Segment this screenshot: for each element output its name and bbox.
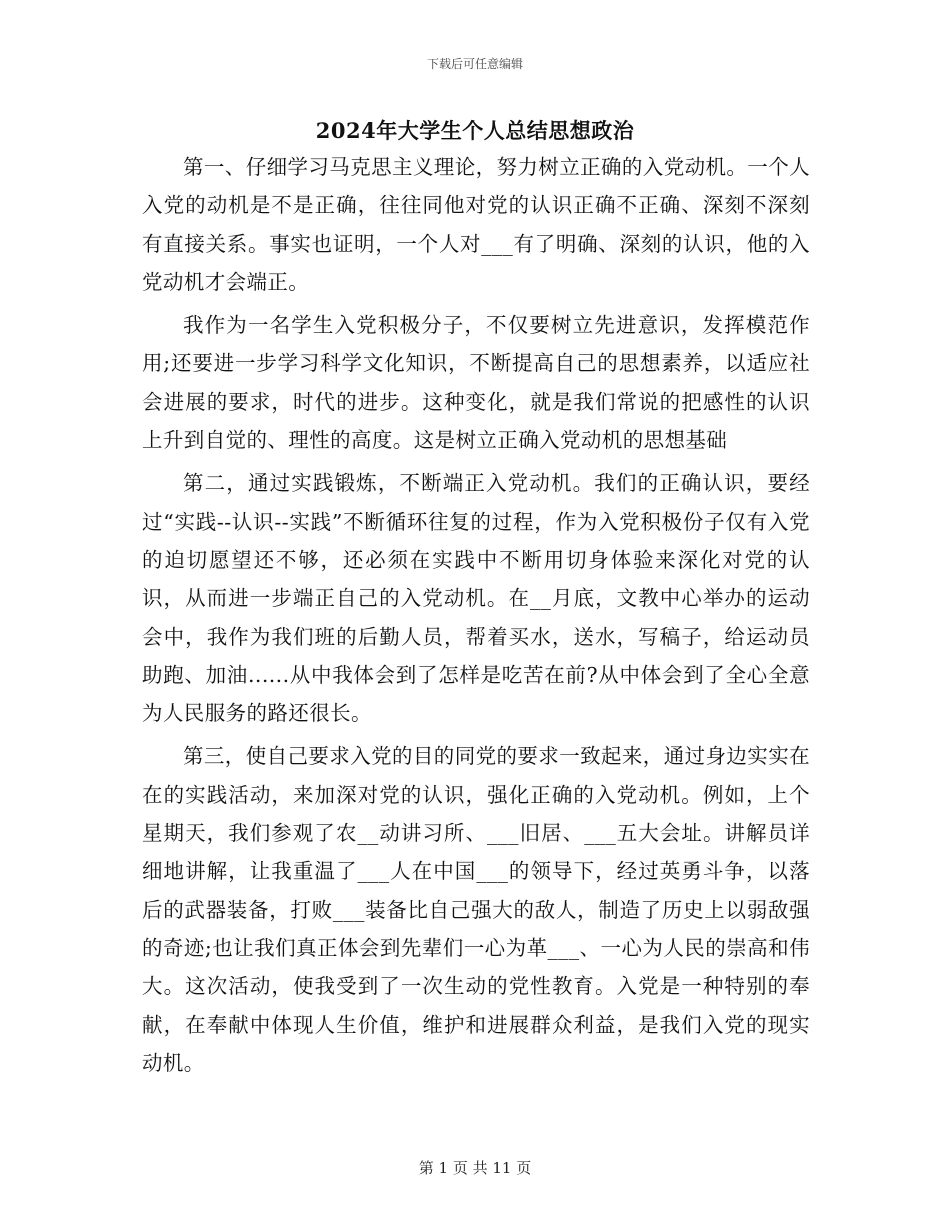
document-title: 2024年大学生个人总结思想政治 <box>315 118 635 143</box>
paragraph-1: 第一、仔细学习马克思主义理论，努力树立正确的入党动机。一个人入党的动机是不是正确，往往同他对党的认识正确不正确、深刻不深刻有直接关系。事实也证明，一个人对___有了明确、深刻的认识，他的入党动机才会端正。 <box>142 155 810 294</box>
paragraph-4: 第三，使自己要求入党的目的同党的要求一致起来，通过身边实实在在的实践活动，来加深对党的认识，强化正确的入党动机。例如，上个星期天，我们参观了农__动讲习所、___旧居、___五大会址。讲解员详细地讲解，让我重温了___人在中国___的领导下，经过英勇斗争，以落后的武器装备，打败___装备比自己强大的敌人，制造了历史上以弱敌强的奇迹;也让我们真正体会到先辈们一心为革___、一心为人民的崇高和伟大。这次活动，使我受到了一次生动的党性教育。入党是一种特别的奉献，在奉献中体现人生价值，维护和进展群众利益，是我们入党的现实动机。 <box>142 744 810 1075</box>
document-body <box>142 148 810 1087</box>
paragraph-2: 我作为一名学生入党积极分子，不仅要树立先进意识，发挥模范作用;还要进一步学习科学文化知识，不断提高自己的思想素养，以适应社会进展的要求，时代的进步。这种变化，就是我们常说的把感性的认识上升到自觉的、理性的高度。这是树立正确入党动机的思想基础 <box>142 313 810 453</box>
page-header-note: 下载后可任意编辑 <box>426 57 523 71</box>
paragraph-3: 第二，通过实践锻炼，不断端正入党动机。我们的正确认识，要经过“实践--认识--实践”不断循环往复的过程，作为入党积极份子仅有入党的迫切愿望还不够，还必须在实践中不断用切身体验来深化对党的认识，从而进一步端正自己的入党动机。在__月底，文教中心举办的运动会中，我作为我们班的后勤人员，帮着买水，送水，写稿子，给运动员助跑、加油......从中我体会到了怎样是吃苦在前?从中体会到了全心全意为人民服务的路还很长。 <box>142 471 810 726</box>
page-number-footer: 第 1 页 共 11 页 <box>418 1159 532 1177</box>
